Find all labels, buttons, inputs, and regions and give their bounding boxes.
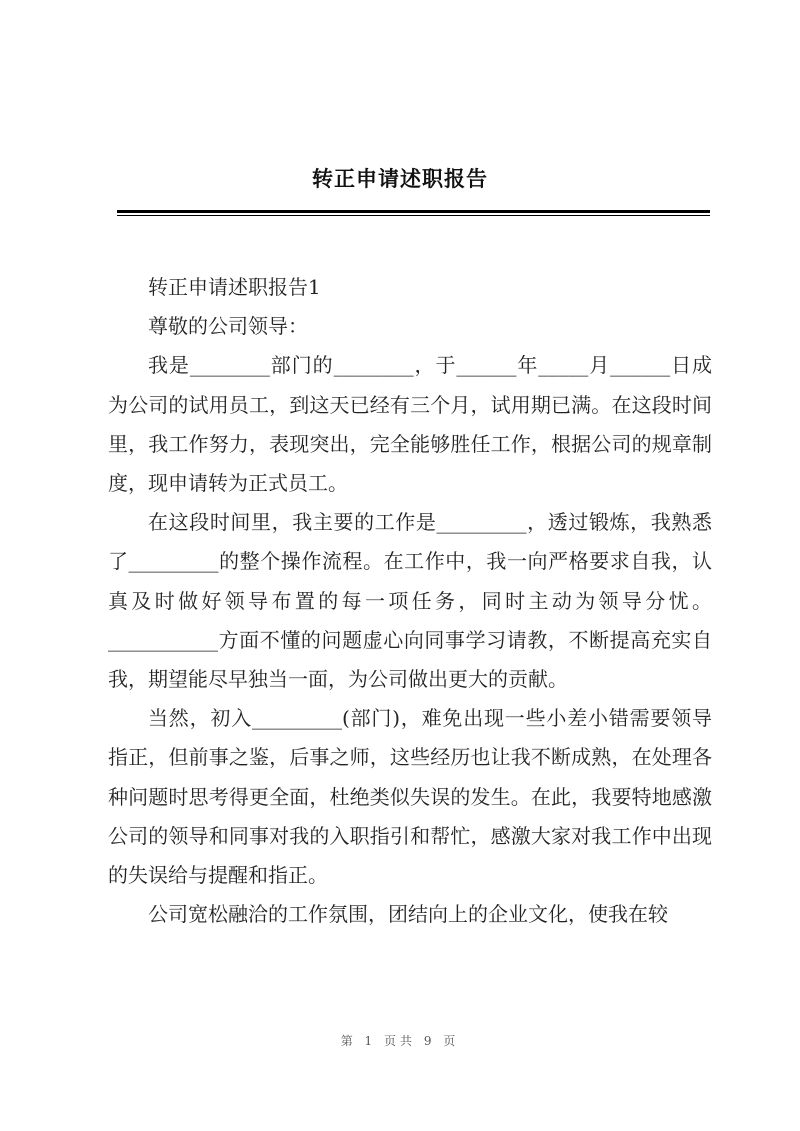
document-title: 转正申请述职报告 <box>312 167 488 191</box>
paragraph-intro: 我是________部门的________，于______年_____月______日成为公司的试用员工，到这天已经有三个月，试用期已满。在这段时间里，我工作努力，表现突出，完全能够胜任工作，根据公司的规章制度，现申请转为正式员工。 <box>108 353 712 496</box>
salutation: 尊敬的公司领导： <box>148 314 308 339</box>
section-heading: 转正申请述职报告1 <box>148 275 321 299</box>
paragraph-work: 在这段时间里，我主要的工作是_________，透过锻炼，我熟悉了_________的整个操作流程。在工作中，我一向严格要求自我，认真及时做好领导布置的每一项任务，同时主动为领导分忧。___________方面不懂的问题虚心向同事学习请教，不断提高充实自我，期望能尽早独当一面，为公司做出更大的贡献。 <box>108 510 712 692</box>
paragraph-culture: 公司宽松融洽的工作氛围，团结向上的企业文化，使我在较 <box>148 902 668 927</box>
page-footer: 第 1 页共 9 页 <box>340 1034 460 1048</box>
title-rule-thin <box>117 215 710 216</box>
paragraph-reflection: 当然，初入_________(部门)，难免出现一些小差小错需要领导指正，但前事之鉴，后事之师，这些经历也让我不断成熟，在处理各种问题时思考得更全面，杜绝类似失误的发生。在此，我要特地感激公司的领导和同事对我的入职指引和帮忙，感激大家对我工作中出现的失误给与提醒和指正。 <box>108 706 712 888</box>
title-rule <box>117 210 710 213</box>
document-body <box>108 268 712 934</box>
